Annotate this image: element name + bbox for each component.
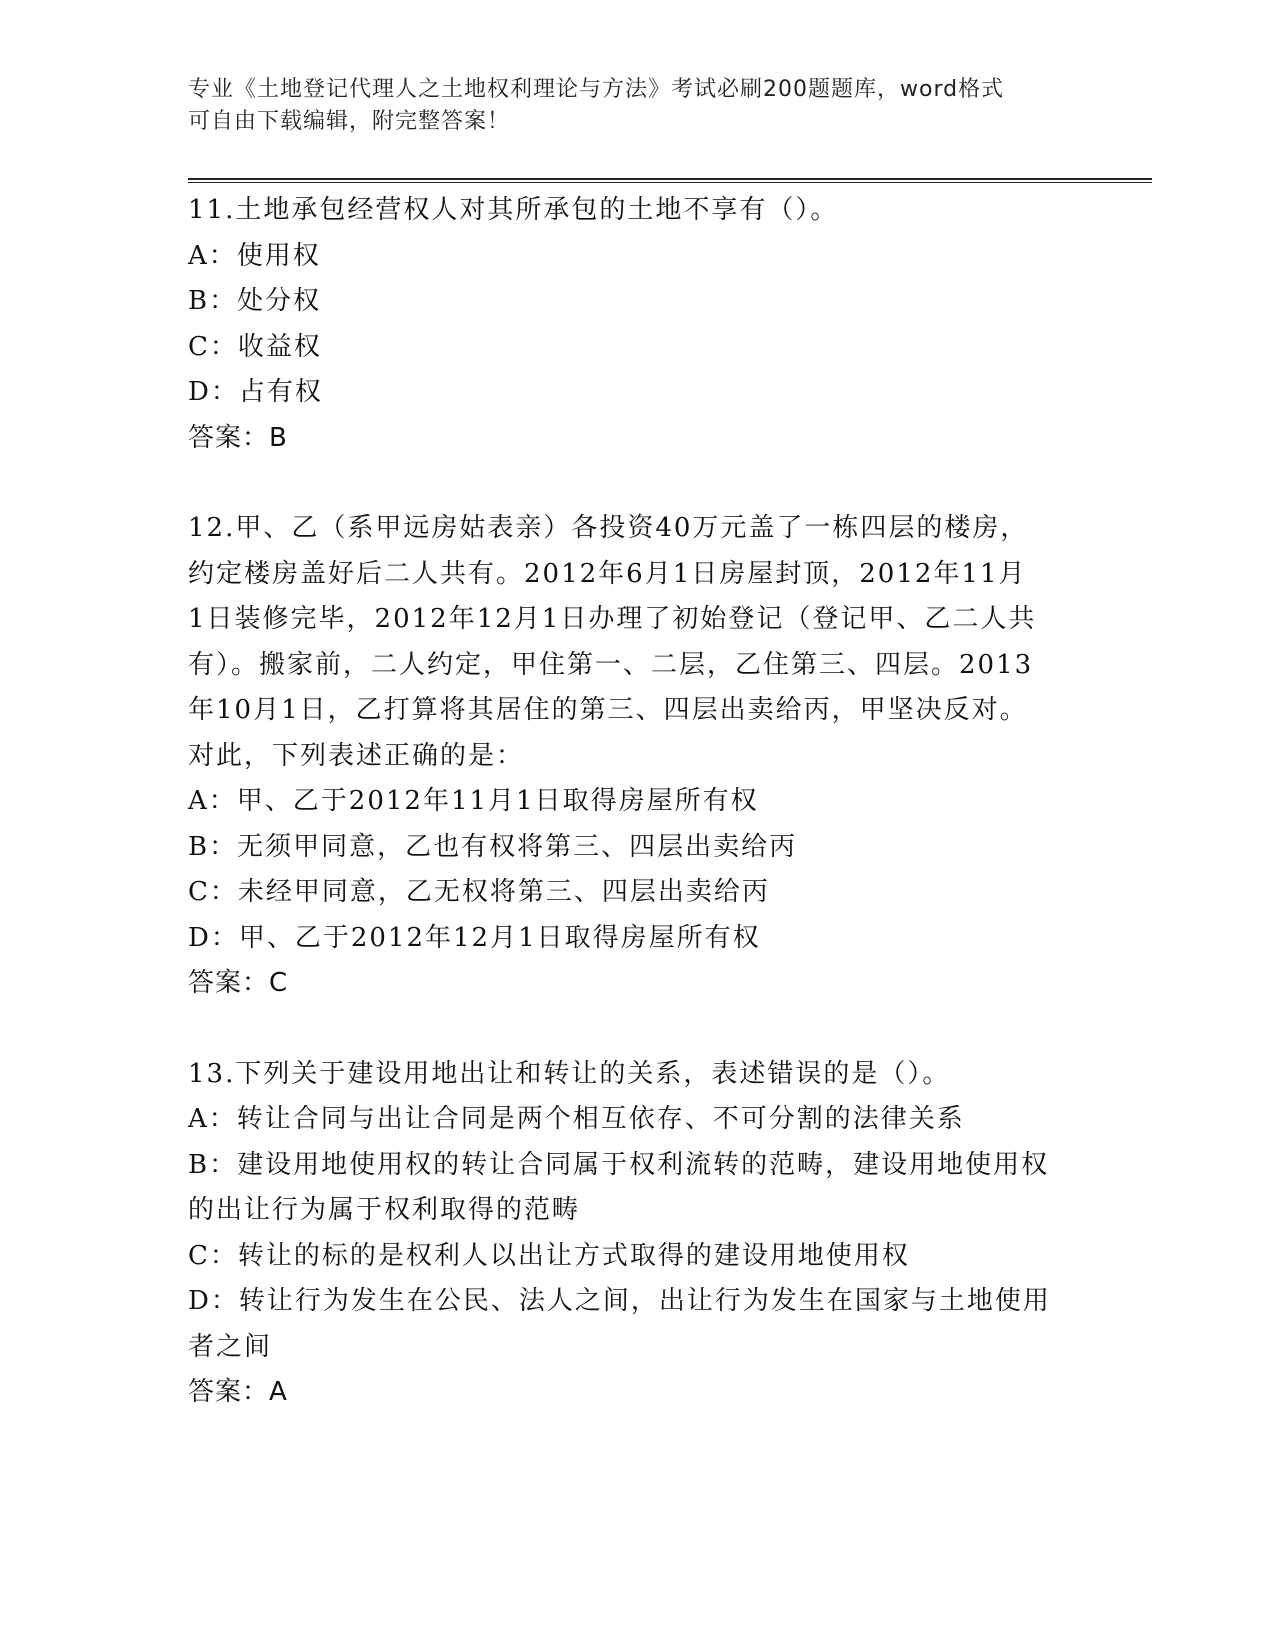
question-stem: 11.土地承包经营权人对其所承包的土地不享有（）。	[188, 195, 839, 225]
answer-line: 答案：A	[188, 1377, 288, 1407]
answer-line: 答案：B	[188, 422, 288, 453]
question-13	[188, 1052, 1078, 1416]
option-a: A：转让合同与出让合同是两个相互依存、不可分割的法律关系	[188, 1104, 965, 1134]
option-b-continued: 的出让行为属于权利取得的范畴	[188, 1195, 581, 1225]
answer-line: 答案：C	[188, 968, 289, 998]
option-c: C：未经甲同意，乙无权将第三、四层出卖给丙	[188, 877, 770, 907]
option-b: B：建设用地使用权的转让合同属于权利流转的范畴，建设用地使用权	[188, 1149, 1050, 1180]
option-a: A：甲、乙于2012年11月1日取得房屋所有权	[188, 786, 759, 816]
question-stem-line: 约定楼房盖好后二人共有。2012年6月1日房屋封顶，2012年11月	[188, 558, 1027, 589]
header-line-1: 专业《土地登记代理人之土地权利理论与方法》考试必刷200题题库，word格式	[188, 77, 1005, 102]
option-a: A：使用权	[188, 240, 321, 271]
question-stem-line: 年10月1日，乙打算将其居住的第三、四层出卖给丙，甲坚决反对。	[188, 695, 1028, 725]
option-b: B：无须甲同意，乙也有权将第三、四层出卖给丙	[188, 831, 798, 862]
question-list	[188, 188, 1078, 1461]
option-d: D：占有权	[188, 377, 323, 407]
question-11	[188, 188, 1078, 461]
question-12	[188, 506, 1078, 1007]
header-divider	[188, 178, 1152, 183]
header-line-2: 可自由下载编辑，附完整答案！	[188, 109, 511, 134]
option-d-continued: 者之间	[188, 1331, 273, 1362]
option-c: C：转让的标的是权利人以出让方式取得的建设用地使用权	[188, 1240, 910, 1271]
option-c: C：收益权	[188, 331, 322, 362]
question-stem-line: 对此，下列表述正确的是：	[188, 740, 525, 771]
document-header	[188, 74, 1068, 138]
question-stem-line: 12.甲、乙（系甲远房姑表亲）各投资40万元盖了一栋四层的楼房，	[188, 513, 1029, 543]
option-d: D：转让行为发生在公民、法人之间，出让行为发生在国家与土地使用	[188, 1286, 1051, 1316]
option-b: B：处分权	[188, 286, 322, 316]
question-stem-line: 1日装修完毕，2012年12月1日办理了初始登记（登记甲、乙二人共	[188, 604, 1037, 634]
question-stem: 13.下列关于建设用地出让和转让的关系，表述错误的是（）。	[188, 1058, 951, 1089]
question-stem-line: 有）。搬家前，二人约定，甲住第一、二层，乙住第三、四层。2013	[188, 649, 1034, 680]
option-d: D：甲、乙于2012年12月1日取得房屋所有权	[188, 922, 761, 953]
